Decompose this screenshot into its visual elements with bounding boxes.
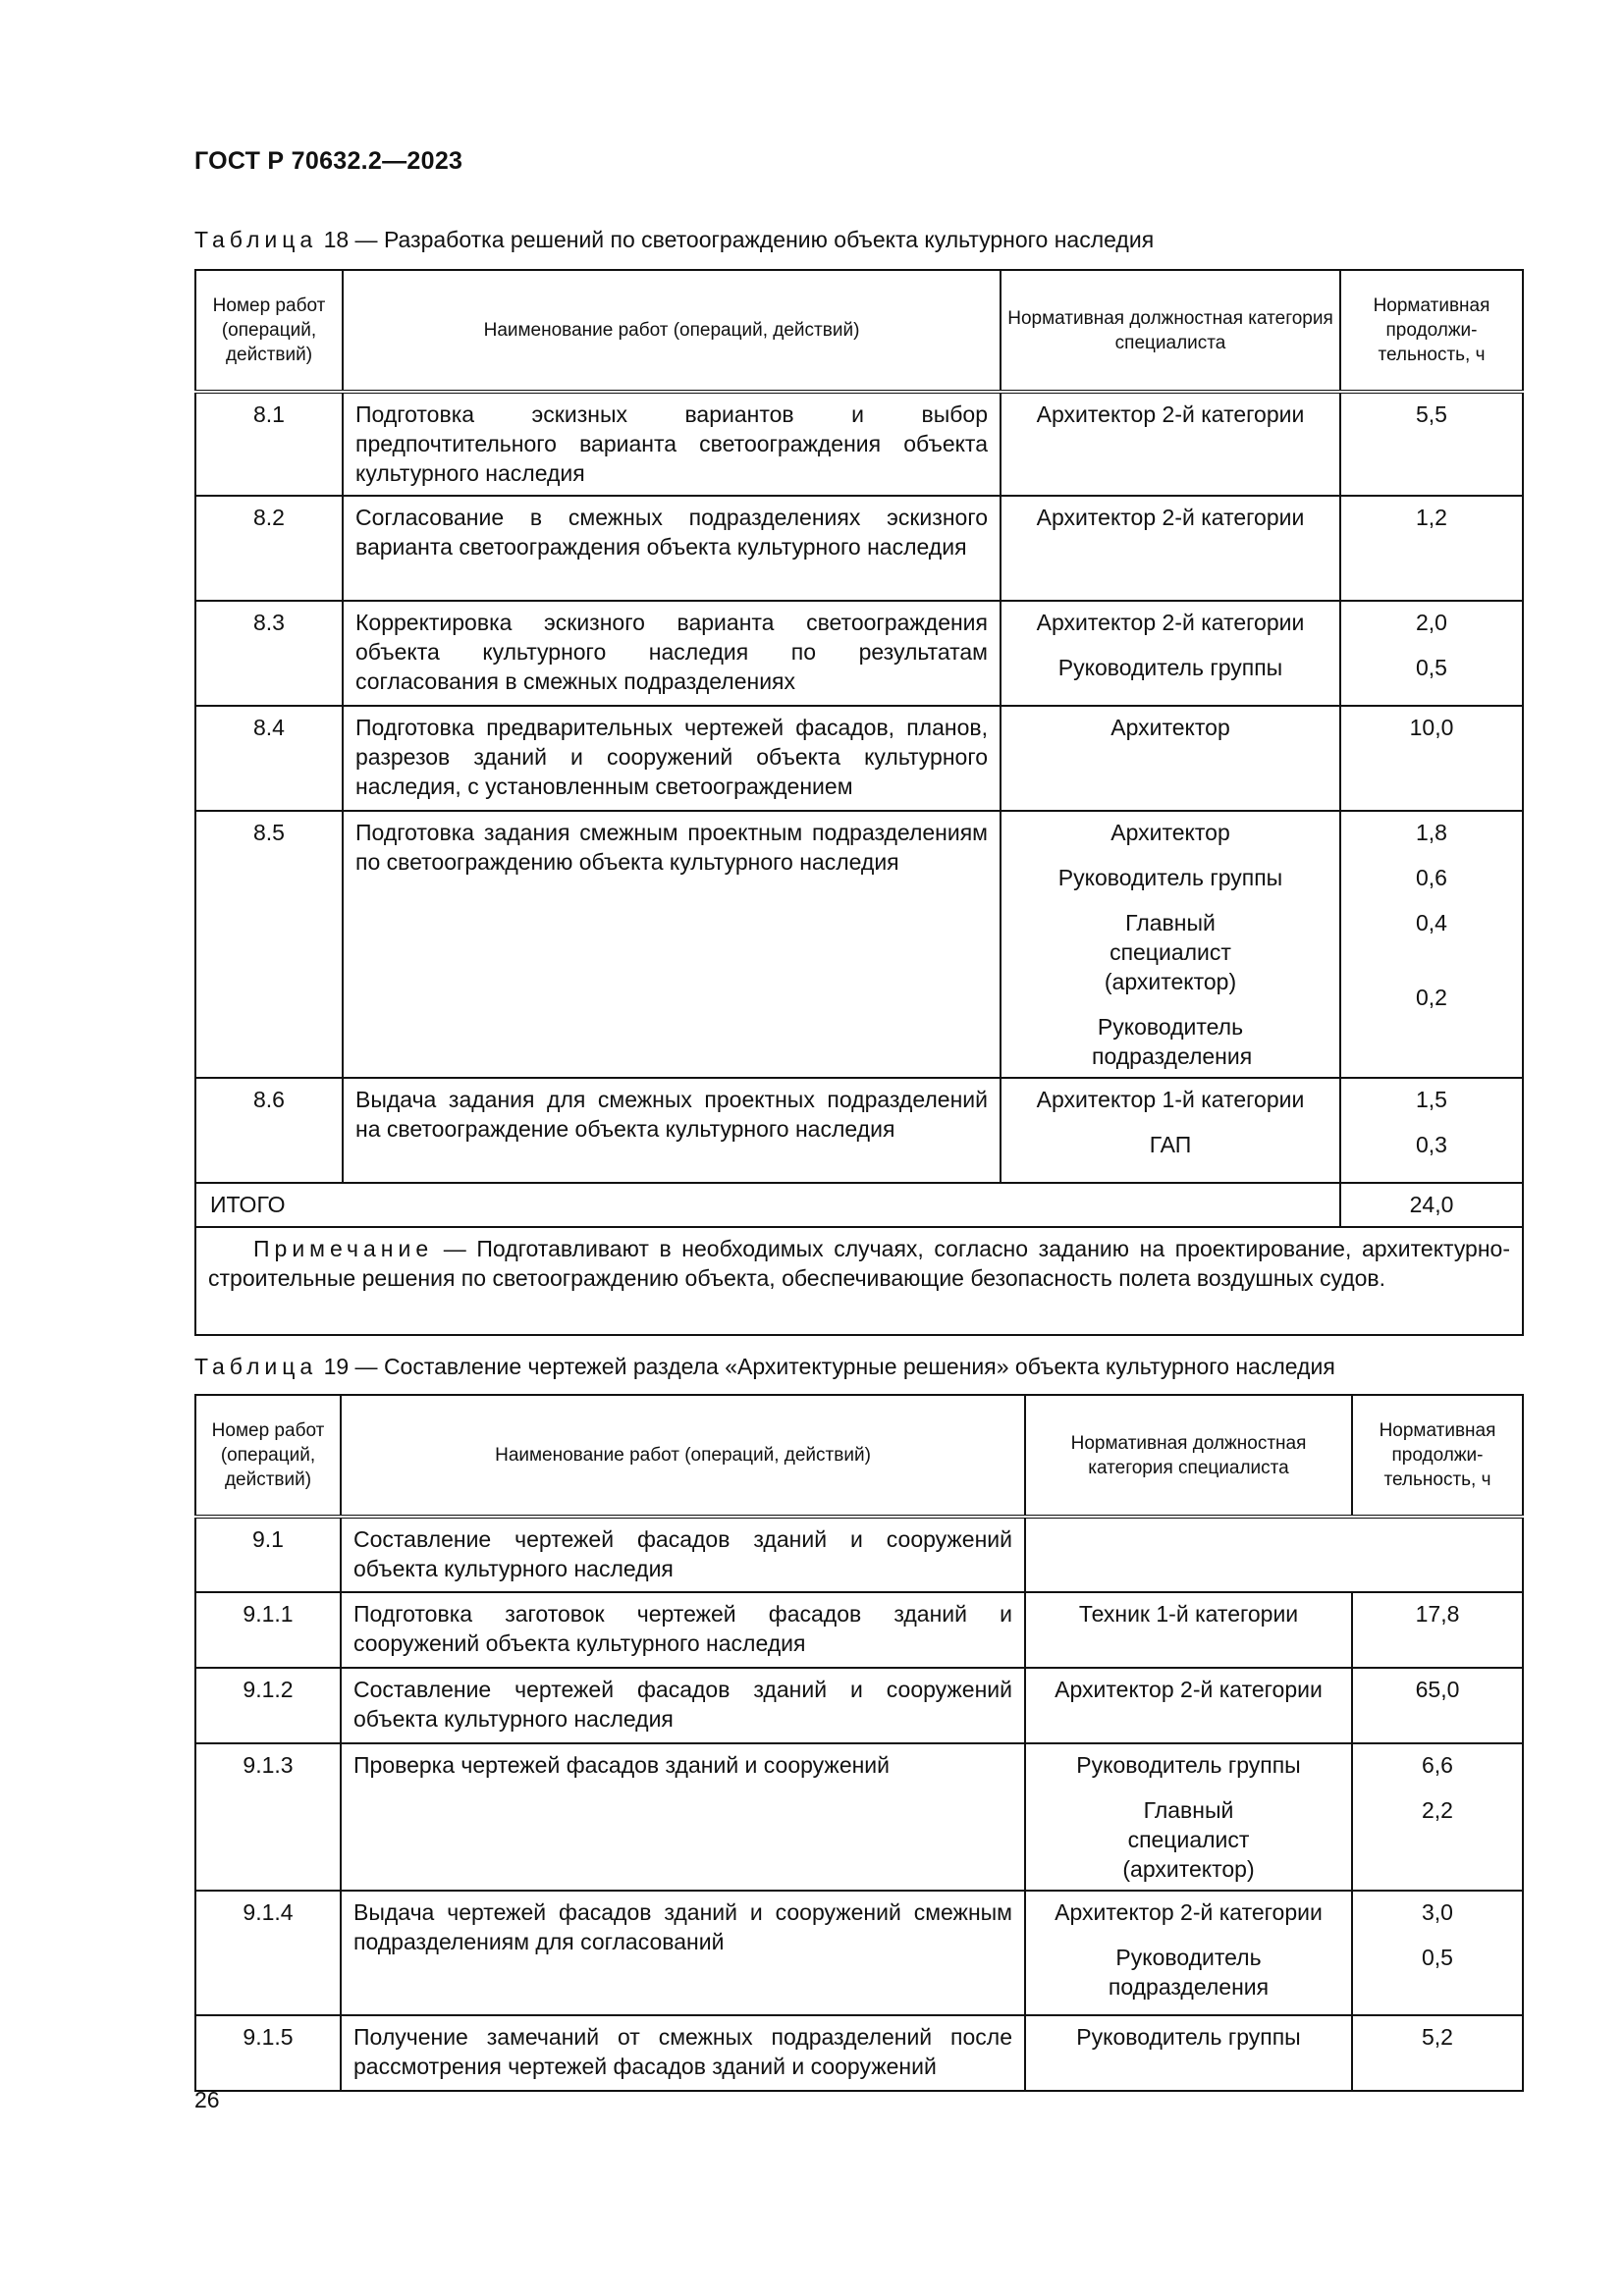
table-row: [195, 2015, 1523, 2091]
row-specialist: [1001, 706, 1340, 811]
column-header-duration: Нормативная продолжи-тельность, ч: [1340, 270, 1523, 392]
row-duration: [1340, 1078, 1523, 1183]
column-header-duration: Нормативная продолжи-тельность, ч: [1352, 1395, 1523, 1517]
row-specialist: [1025, 1668, 1352, 1743]
row-name: Подготовка эскизных вариантов и выбор предпочтительного варианта светоограждения объекта культурного наследия: [343, 392, 1001, 496]
row-duration: [1340, 706, 1523, 811]
row-name: Подготовка заготовок чертежей фасадов зданий и сооружений объекта культурного наследия: [341, 1592, 1025, 1668]
row-name: Выдача задания для смежных проектных подразделений на светоограждение объекта культурного наследия: [343, 1078, 1001, 1183]
row-name: Выдача чертежей фасадов зданий и сооружений смежным подразделениям для согласований: [341, 1891, 1025, 2015]
table-row: [195, 811, 1523, 1078]
table18-caption: [194, 227, 1154, 253]
row-duration: [1340, 392, 1523, 496]
duration-entry: 0,2: [1416, 985, 1447, 1010]
duration-entry: 2,0: [1416, 610, 1447, 635]
table19: [194, 1394, 1524, 2092]
table-row: [195, 496, 1523, 601]
table18: [194, 269, 1524, 1336]
row-number: 8.1: [195, 392, 343, 496]
specialist-entry: Руководитель группы: [1076, 1752, 1301, 1778]
duration-entry: 0,6: [1416, 865, 1447, 890]
table19-caption: [194, 1354, 1335, 1380]
row-number: 9.1.3: [195, 1743, 341, 1891]
row-duration: [1352, 1592, 1523, 1668]
specialist-entry: Архитектор: [1110, 715, 1230, 740]
row-number: 8.6: [195, 1078, 343, 1183]
duration-entry: 65,0: [1415, 1677, 1460, 1702]
specialist-entry: Архитектор 1-й категории: [1036, 1087, 1305, 1112]
table-row: [195, 1891, 1523, 2015]
row-specialist: [1001, 601, 1340, 706]
table-row: [195, 1592, 1523, 1668]
specialist-entry: Главный специалист (архитектор): [1122, 1797, 1255, 1882]
duration-entry: 1,5: [1416, 1087, 1447, 1112]
specialist-entry: Архитектор 2-й категории: [1036, 505, 1305, 530]
row-number: 9.1.4: [195, 1891, 341, 2015]
row-duration: [1340, 496, 1523, 601]
row-name: Подготовка задания смежным проектным подразделениям по светоограждению объекта культурного наследия: [343, 811, 1001, 1078]
specialist-entry: Архитектор 2-й категории: [1036, 401, 1305, 427]
row-duration: [1352, 1891, 1523, 2015]
row-specialist: [1025, 1592, 1352, 1668]
specialist-entry: Руководитель группы: [1057, 865, 1283, 890]
total-row: [195, 1183, 1523, 1227]
table18-caption-text: 18 — Разработка решений по светоограждению объекта культурного наследия: [323, 227, 1155, 252]
duration-entry: 3,0: [1422, 1899, 1453, 1925]
duration-entry: 0,5: [1422, 1945, 1453, 1970]
row-name: Согласование в смежных подразделениях эскизного варианта светоограждения объекта культурного наследия: [343, 496, 1001, 601]
table-row: [195, 601, 1523, 706]
specialist-entry: Главный специалист (архитектор): [1104, 910, 1237, 994]
duration-entry: 6,6: [1422, 1752, 1453, 1778]
specialist-entry: Архитектор: [1110, 820, 1230, 845]
row-name: Проверка чертежей фасадов зданий и сооружений: [341, 1743, 1025, 1891]
table18-caption-word: Таблица: [194, 227, 318, 252]
table19-caption-word: Таблица: [194, 1354, 318, 1379]
duration-entry: 0,3: [1416, 1132, 1447, 1157]
table-row: [195, 392, 1523, 496]
row-specialist: [1001, 811, 1340, 1078]
duration-entry: 5,2: [1422, 2024, 1453, 2050]
duration-entry: 5,5: [1416, 401, 1447, 427]
row-duration: [1352, 1743, 1523, 1891]
row-specialist: [1001, 1078, 1340, 1183]
specialist-entry: ГАП: [1149, 1132, 1192, 1157]
row-duration: [1352, 2015, 1523, 2091]
row-specialist: [1001, 392, 1340, 496]
specialist-entry: Руководитель подразделения: [1108, 1945, 1270, 2000]
row-name: Составление чертежей фасадов зданий и сооружений объекта культурного наследия: [341, 1517, 1025, 1592]
column-header-number: Номер работ (операций, действий): [195, 1395, 341, 1517]
duration-entry: 17,8: [1415, 1601, 1460, 1627]
duration-entry: 10,0: [1409, 715, 1454, 740]
specialist-entry: Архитектор 2-й категории: [1055, 1899, 1323, 1925]
row-number: 9.1: [195, 1517, 341, 1592]
row-duration: [1352, 1668, 1523, 1743]
row-duration: [1340, 601, 1523, 706]
duration-entry: 1,2: [1416, 505, 1447, 530]
specialist-entry: Руководитель подразделения: [1092, 1014, 1253, 1069]
row-specialist: [1025, 1743, 1352, 1891]
row-specialist: [1025, 2015, 1352, 2091]
column-header-number: Номер работ (операций, действий): [195, 270, 343, 392]
note-text: — Подготавливают в необходимых случаях, согласно заданию на проектирование, архитектурно-строительные решения по светоограждению объекта, обеспечивающие безопасность полета воздушных судов.: [208, 1236, 1511, 1291]
column-header-specialist: Нормативная должностная категория специалиста: [1025, 1395, 1352, 1517]
table-row: [195, 1517, 1523, 1592]
table-row: [195, 706, 1523, 811]
specialist-entry: Руководитель группы: [1076, 2024, 1301, 2050]
specialist-entry: Руководитель группы: [1057, 655, 1283, 680]
note-row: [195, 1227, 1523, 1335]
row-number: 8.5: [195, 811, 343, 1078]
total-value: 24,0: [1340, 1183, 1523, 1227]
specialist-entry: Архитектор 2-й категории: [1055, 1677, 1323, 1702]
row-number: 8.2: [195, 496, 343, 601]
column-header-name: Наименование работ (операций, действий): [343, 270, 1001, 392]
duration-entry: 1,8: [1416, 820, 1447, 845]
table-row: [195, 1078, 1523, 1183]
row-number: 9.1.1: [195, 1592, 341, 1668]
duration-entry: 0,5: [1416, 655, 1447, 680]
row-name: Получение замечаний от смежных подразделений после рассмотрения чертежей фасадов зданий и сооружений: [341, 2015, 1025, 2091]
table-row: [195, 1668, 1523, 1743]
row-duration: [1340, 811, 1523, 1078]
column-header-name: Наименование работ (операций, действий): [341, 1395, 1025, 1517]
page-number: 26: [194, 2087, 220, 2112]
total-label: ИТОГО: [195, 1183, 1340, 1227]
specialist-entry: Техник 1-й категории: [1078, 1601, 1299, 1627]
specialist-entry: Архитектор 2-й категории: [1036, 610, 1305, 635]
document-header: ГОСТ Р 70632.2—2023: [194, 147, 463, 175]
table19-caption-text: 19 — Составление чертежей раздела «Архитектурные решения» объекта культурного наследия: [323, 1354, 1335, 1379]
table19-header-row: [195, 1395, 1523, 1517]
table-row: [195, 1743, 1523, 1891]
row-number: 8.3: [195, 601, 343, 706]
row-specialist: [1001, 496, 1340, 601]
duration-entry: 0,4: [1416, 910, 1447, 935]
duration-entry: 2,2: [1422, 1797, 1453, 1823]
row-number: 9.1.2: [195, 1668, 341, 1743]
row-name: Составление чертежей фасадов зданий и сооружений объекта культурного наследия: [341, 1668, 1025, 1743]
row-empty-cell: [1025, 1517, 1523, 1592]
note-label: Примечание: [253, 1236, 434, 1261]
row-number: 8.4: [195, 706, 343, 811]
table18-header-row: [195, 270, 1523, 392]
row-name: Корректировка эскизного варианта светоограждения объекта культурного наследия по результатам согласования в смежных подразделениях: [343, 601, 1001, 706]
column-header-specialist: Нормативная должностная категория специалиста: [1001, 270, 1340, 392]
row-specialist: [1025, 1891, 1352, 2015]
row-name: Подготовка предварительных чертежей фасадов, планов, разрезов зданий и сооружений объекта культурного наследия, с установленным светоограждением: [343, 706, 1001, 811]
table18-note: [195, 1227, 1523, 1335]
row-number: 9.1.5: [195, 2015, 341, 2091]
